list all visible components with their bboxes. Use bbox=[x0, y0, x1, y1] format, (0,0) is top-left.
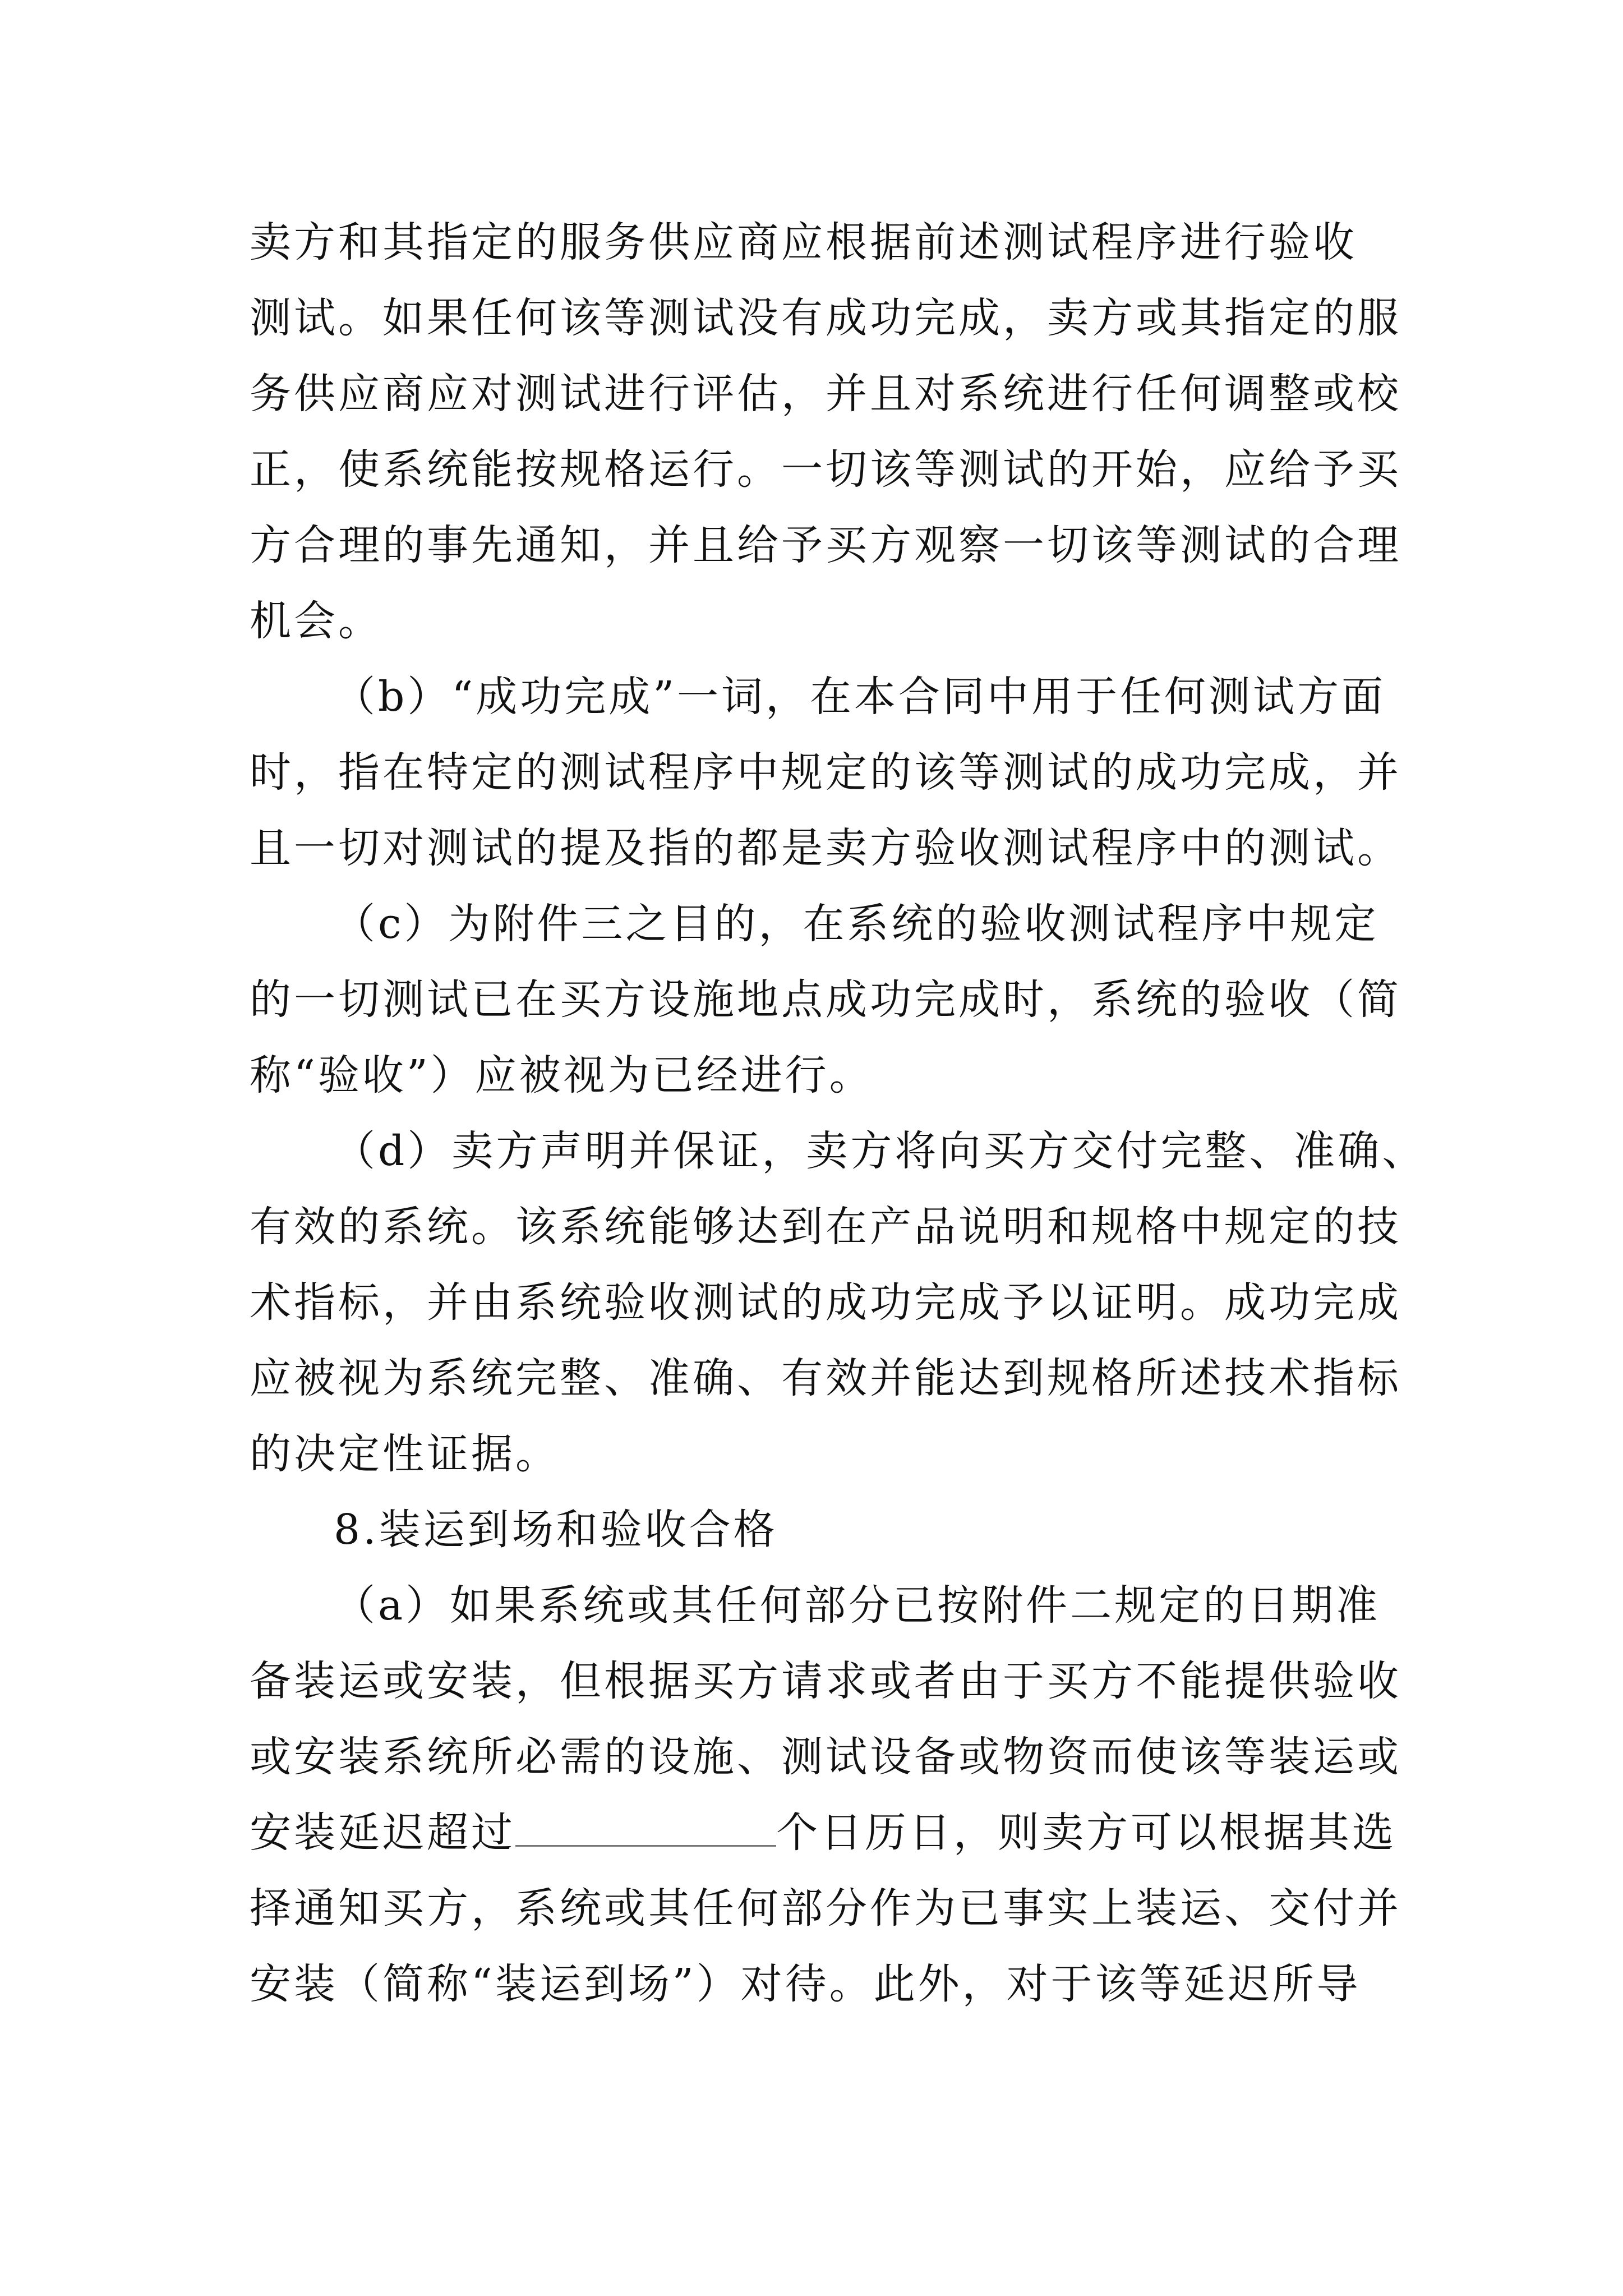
paragraph-d-line-3: 术指标，并由系统验收测试的成功完成予以证明。成功完成 bbox=[250, 1278, 1401, 1327]
paragraph-b-line-2: 时，指在特定的测试程序中规定的该等测试的成功完成，并 bbox=[250, 748, 1401, 797]
paragraph-d-line-4: 应被视为系统完整、准确、有效并能达到规格所述技术指标 bbox=[250, 1354, 1401, 1402]
paragraph-8a-line-4 bbox=[250, 1809, 1396, 1857]
paragraph-a-line-6: 机会。 bbox=[250, 597, 382, 645]
section-heading: 8.装运到场和验收合格 bbox=[334, 1506, 778, 1554]
fill-in-blank bbox=[515, 1843, 776, 1847]
paragraph-d-line-2: 有效的系统。该系统能够达到在产品说明和规格中规定的技 bbox=[250, 1203, 1401, 1251]
paragraph-a-line-2: 测试。如果任何该等测试没有成功完成，卖方或其指定的服 bbox=[250, 294, 1401, 342]
paragraph-8a-line-2: 备装运或安装，但根据买方请求或者由于买方不能提供验收 bbox=[250, 1657, 1401, 1705]
paragraph-c-line-2: 的一切测试已在买方设施地点成功完成时，系统的验收（简 bbox=[250, 976, 1401, 1024]
paragraph-8a-line-1: （a）如果系统或其任何部分已按附件二规定的日期准 bbox=[334, 1581, 1381, 1630]
paragraph-a-line-4: 正，使系统能按规格运行。一切该等测试的开始，应给予买 bbox=[250, 445, 1401, 494]
blank-line-prefix: 安装延迟超过 bbox=[250, 1809, 515, 1857]
paragraph-8a-line-3: 或安装系统所必需的设施、测试设备或物资而使该等装运或 bbox=[250, 1733, 1401, 1781]
paragraph-8a-line-5: 择通知买方，系统或其任何部分作为已事实上装运、交付并 bbox=[250, 1884, 1401, 1932]
paragraph-8a-line-6: 安装（简称“装运到场”）对待。此外，对于该等延迟所导 bbox=[250, 1960, 1361, 2008]
paragraph-a-line-5: 方合理的事先通知，并且给予买方观察一切该等测试的合理 bbox=[250, 521, 1401, 569]
paragraph-b-line-1: （b）“成功完成”一词，在本合同中用于任何测试方面 bbox=[334, 673, 1386, 721]
paragraph-c-line-1: （c）为附件三之目的，在系统的验收测试程序中规定 bbox=[334, 900, 1379, 948]
blank-line-suffix: 个日历日，则卖方可以根据其选 bbox=[776, 1809, 1396, 1857]
paragraph-b-line-3: 且一切对测试的提及指的都是卖方验收测试程序中的测试。 bbox=[250, 824, 1401, 872]
paragraph-a-line-3: 务供应商应对测试进行评估，并且对系统进行任何调整或校 bbox=[250, 370, 1401, 418]
paragraph-d-line-5: 的决定性证据。 bbox=[250, 1430, 560, 1478]
paragraph-d-line-1: （d）卖方声明并保证，卖方将向买方交付完整、准确、 bbox=[334, 1127, 1427, 1175]
paragraph-c-line-3: 称“验收”）应被视为已经进行。 bbox=[250, 1051, 874, 1099]
paragraph-a-line-1: 卖方和其指定的服务供应商应根据前述测试程序进行验收 bbox=[250, 218, 1357, 266]
